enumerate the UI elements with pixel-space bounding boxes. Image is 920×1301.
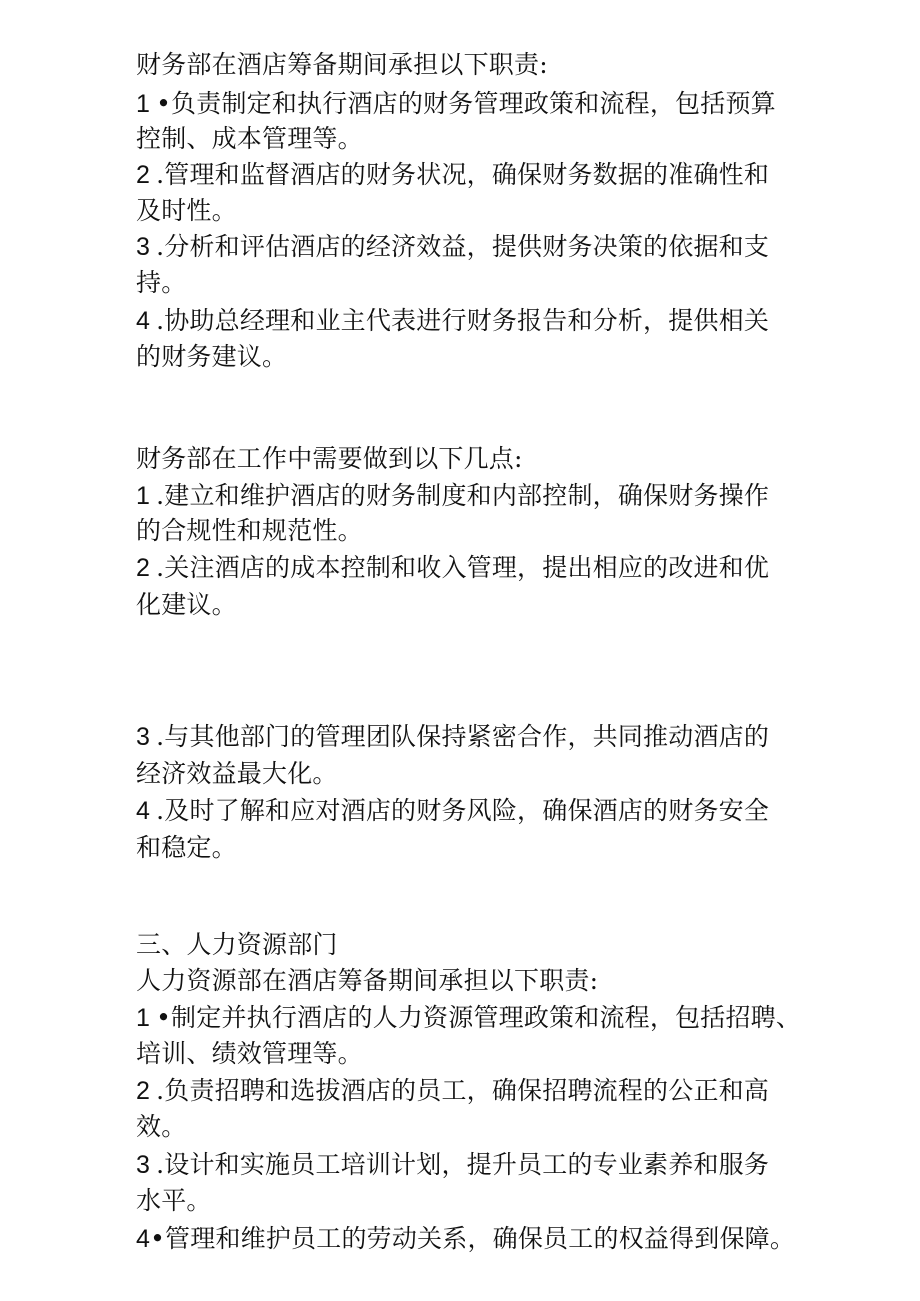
list-item	[136, 306, 816, 336]
item-number: 2	[136, 554, 151, 582]
item-text: .设计和实施员工培训计划，提升员工的专业素养和服务	[156, 1150, 770, 1179]
list-item-continuation: 的合规性和规范性。	[136, 516, 363, 545]
section1-intro: 财务部在酒店筹备期间承担以下职责:	[136, 50, 548, 79]
list-item-continuation: 及时性。	[136, 196, 237, 225]
item-number: 4	[136, 797, 151, 825]
item-text: .建立和维护酒店的财务制度和内部控制，确保财务操作	[156, 481, 770, 510]
list-item	[136, 481, 816, 511]
section3-intro: 人力资源部在酒店筹备期间承担以下职责:	[136, 966, 599, 995]
item-number: 4	[136, 1225, 151, 1253]
item-text: .负责招聘和选拔酒店的员工，确保招聘流程的公正和高	[156, 1076, 770, 1105]
item-number: 3	[136, 723, 151, 751]
list-item	[136, 1150, 816, 1180]
section3-heading: 三、人力资源部门	[136, 930, 338, 959]
list-item-continuation: 化建议。	[136, 590, 237, 619]
list-item-continuation: 控制、成本管理等。	[136, 124, 363, 153]
list-item-continuation: 水平。	[136, 1186, 212, 1215]
list-item-continuation: 和稳定。	[136, 833, 237, 862]
item-number: 3	[136, 1151, 151, 1179]
item-text: .关注酒店的成本控制和收入管理，提出相应的改进和优	[156, 553, 770, 582]
item-text: .分析和评估酒店的经济效益，提供财务决策的依据和支	[156, 232, 770, 261]
item-number: 1	[136, 1004, 151, 1032]
item-number: 1	[136, 90, 151, 118]
list-item	[136, 796, 816, 826]
item-number: 4	[136, 307, 151, 335]
item-text: •负责制定和执行酒店的财务管理政策和流程，包括预算	[156, 89, 776, 118]
list-item-continuation: 的财务建议。	[136, 342, 288, 371]
item-number: 1	[136, 482, 151, 510]
list-item	[136, 553, 816, 583]
list-item	[136, 722, 816, 752]
item-text: •管理和维护员工的劳动关系，确保员工的权益得到保障。	[150, 1224, 796, 1253]
list-item-continuation: 培训、绩效管理等。	[136, 1039, 363, 1068]
list-item-continuation: 经济效益最大化。	[136, 759, 338, 788]
list-item-continuation: 持。	[136, 268, 187, 297]
item-number: 2	[136, 1077, 151, 1105]
item-number: 3	[136, 233, 151, 261]
list-item-continuation: 效。	[136, 1112, 187, 1141]
item-text: .与其他部门的管理团队保持紧密合作，共同推动酒店的	[156, 722, 770, 751]
list-item	[136, 1003, 816, 1033]
item-text: .管理和监督酒店的财务状况，确保财务数据的准确性和	[156, 160, 770, 189]
list-item	[136, 160, 816, 190]
list-item	[136, 89, 816, 119]
list-item	[136, 232, 816, 262]
item-text: •制定并执行酒店的人力资源管理政策和流程，包括招聘、	[156, 1003, 802, 1032]
item-number: 2	[136, 161, 151, 189]
item-text: .协助总经理和业主代表进行财务报告和分析，提供相关	[156, 306, 770, 335]
list-item	[136, 1224, 816, 1254]
item-text: .及时了解和应对酒店的财务风险，确保酒店的财务安全	[156, 796, 770, 825]
list-item	[136, 1076, 816, 1106]
section2-intro: 财务部在工作中需要做到以下几点:	[136, 444, 523, 473]
